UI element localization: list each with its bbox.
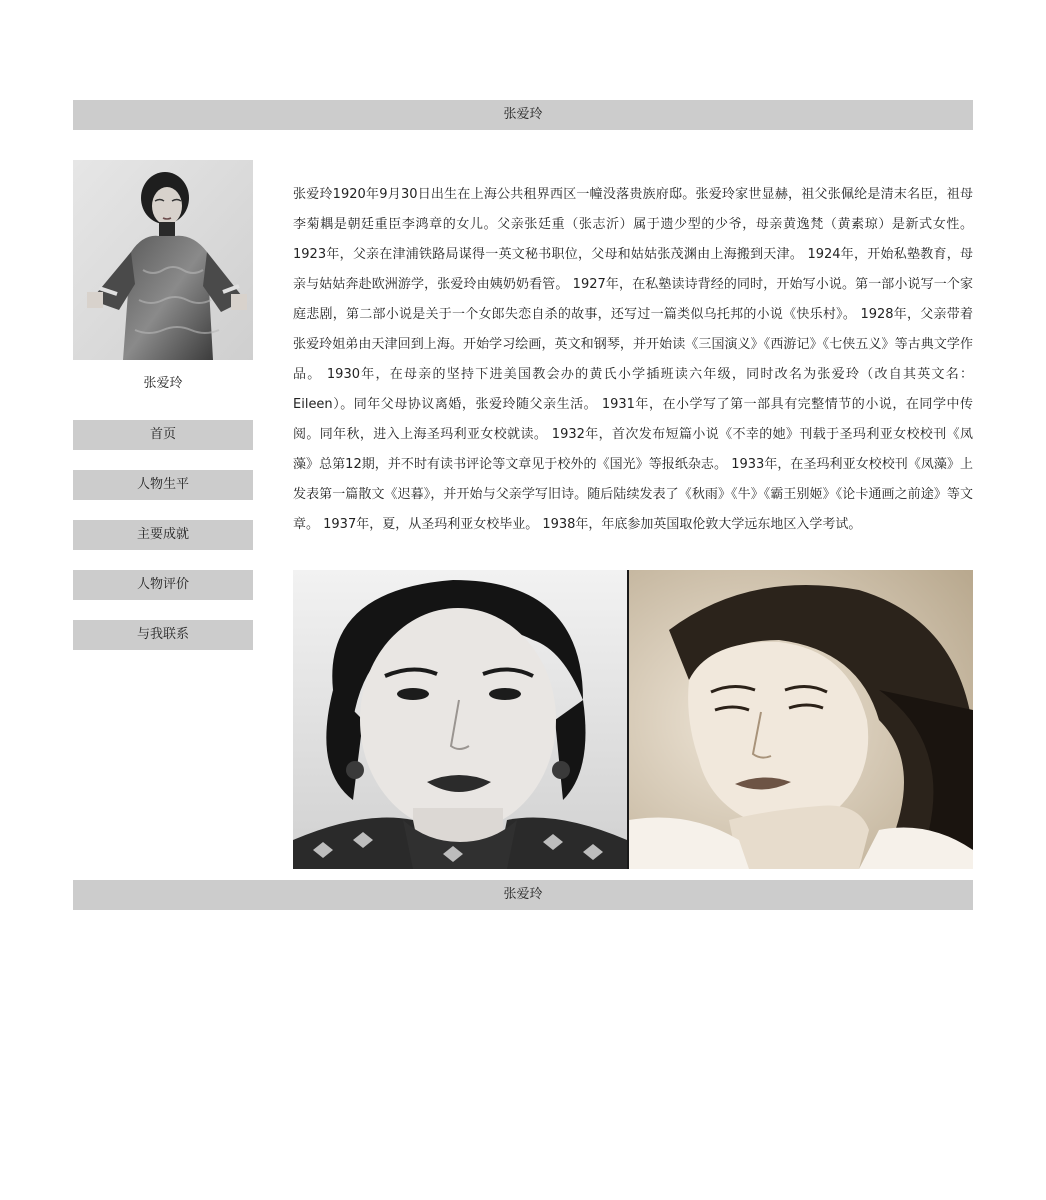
biography-text: 张爱玲1920年9月30日出生在上海公共租界西区一幢没落贵族府邸。张爱玲家世显赫，祖父张佩纶是清末名臣，祖母李菊耦是朝廷重臣李鸿章的女儿。父亲张廷重（张志沂）属于遗少型的少爷，母亲黄逸梵（黄素琼）是新式女性。 1923年，父亲在津浦铁路局谋得一英文秘书职位，父母和姑姑张茂渊由上海搬到天津。 1924年，开始私塾教育，母亲与姑姑奔赴欧洲游学，张爱玲由姨奶奶看管。 1927年，在私塾读诗背经的同时，开始写小说。第一部小说写一个家庭悲剧，第二部小说是关于一个女郎失恋自杀的故事，还写过一篇类似乌托邦的小说《快乐村》。 1928年，父亲带着张爱玲姐弟由天津回到上海。开始学习绘画，英文和钢琴，并开始读《三国演义》《西游记》《七侠五义》等古典文学作品。 1930年，在母亲的坚持下进美国教会办的黄氏小学插班读六年级，同时改名为张爱玲（改自其英文名：Eileen）。同年父母协议离婚，张爱玲随父亲生活。 1931年，在小学写了第一部具有完整情节的小说，在同学中传阅。同年秋，进入上海圣玛利亚女校就读。 1932年，首次发布短篇小说《不幸的她》刊载于圣玛利亚女校校刊《凤藻》总第12期，并不时有读书评论等文章见于校外的《国光》等报纸杂志。 1933年，在圣玛利亚女校校刊《凤藻》上发表第一篇散文《迟暮》，并开始与父亲学写旧诗。随后陆续发表了《秋雨》《牛》《霸王别姬》《论卡通画之前途》等文章。 1937年，夏，从圣玛利亚女校毕业。 1938年，年底参加英国取伦敦大学远东地区入学考试。 — [293, 187, 973, 532]
photo-left-illustration — [293, 570, 627, 869]
header-title-bar: 张爱玲 — [73, 100, 973, 130]
portrait-caption: 张爱玲 — [143, 376, 183, 391]
nav-item-life[interactable]: 人物生平 — [73, 470, 253, 500]
photo-left — [293, 570, 627, 869]
nav-item-achievements[interactable]: 主要成就 — [73, 520, 253, 550]
photo-right — [629, 570, 973, 869]
nav-item-home[interactable]: 首页 — [73, 420, 253, 450]
sidebar-nav — [73, 420, 253, 650]
nav-item-contact[interactable]: 与我联系 — [73, 620, 253, 650]
main-content — [293, 180, 973, 540]
nav-item-evaluation[interactable]: 人物评价 — [73, 570, 253, 600]
footer-title-bar: 张爱玲 — [73, 880, 973, 910]
sidebar — [73, 160, 253, 670]
photo-pair — [293, 570, 973, 869]
portrait-image — [73, 160, 253, 360]
photo-right-illustration — [629, 570, 973, 869]
portrait-photo-illustration — [73, 160, 253, 360]
